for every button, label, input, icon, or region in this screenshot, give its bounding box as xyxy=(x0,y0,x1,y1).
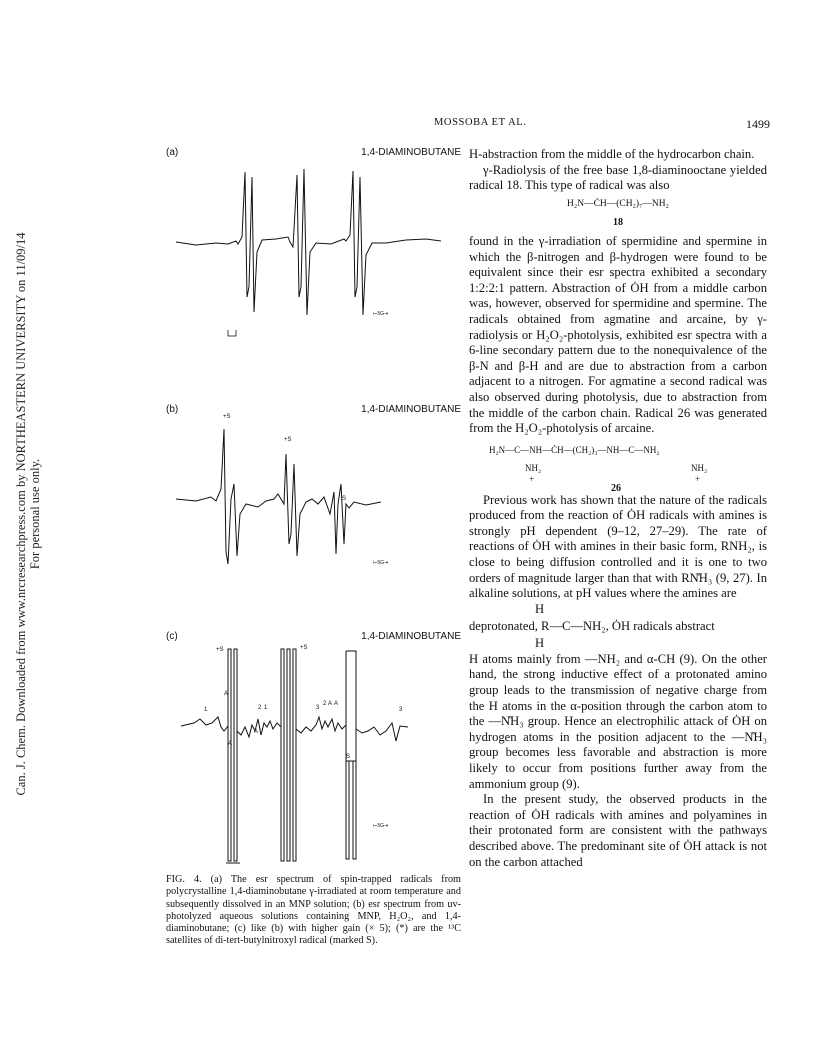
paragraph: γ-Radiolysis of the free base 1,8-diaminooctane yielded radical 18. This type of radical was also xyxy=(469,162,767,193)
spectrum-marker: A xyxy=(224,691,229,697)
structure-line: deprotonated, R—C—NH₂, ȮH radicals abstract xyxy=(469,618,715,633)
spectrum-marker: +S xyxy=(300,645,308,651)
running-head: MOSSOBA ET AL. xyxy=(434,117,527,128)
download-notice-line1: Can. J. Chem. Downloaded from www.nrcresearchpress.com by NORTHEASTERN UNIVERSITY on 11/09/14 xyxy=(14,232,28,796)
spectrum-marker: +S xyxy=(216,647,224,653)
plus-sign-right: + xyxy=(695,473,701,484)
structure-h-bottom: H xyxy=(535,635,545,650)
chem-formula-18: H₂N—ĊH—(CH₂)₇—NH₂ xyxy=(567,198,669,209)
spectrum-marker: A xyxy=(228,741,233,747)
scale-bar: ⊢5G⇥ xyxy=(373,823,389,829)
download-notice xyxy=(8,200,48,820)
esr-spectrum-c xyxy=(166,631,461,871)
scale-bar: ⊢5G⇥ xyxy=(373,560,389,566)
spectrum-marker: 3 xyxy=(316,705,320,711)
compound-number-18: 18 xyxy=(613,217,623,229)
deprotonated-structure xyxy=(469,602,767,652)
panel-label: (b) xyxy=(166,404,179,415)
panel-label: (a) xyxy=(166,147,179,158)
amidine-nh2-left: NH₂ xyxy=(525,462,542,473)
paragraph: found in the γ-irradiation of spermidine and spermine in which the β-nitrogen and β-hydrogen were found to be equivalent since their esr spectra exhibited a secondary 1:2:2:1 pattern. Abstraction of ȮH from a middle carbon was, however, observed for spermidine and spermine. The radicals obtained from agmatine and arcaine, by γ-radiolysis or H₂O₂-photolysis, exhibited esr spectra with a 6-line secondary pattern due to the nonequivalence of the β-N and β-H and are due to abstraction from a carbon adjacent to a nitrogen. For agmatine a second radical was also observed during photolysis, due to abstraction from the middle of the carbon chain. Radical 26 was generated from the H₂O₂-photolysis of arcaine. xyxy=(469,233,767,436)
esr-spectrum-a xyxy=(166,147,461,347)
paragraph: H atoms mainly from —NH₂ and α-CH (9). On the other hand, the strong inductive effect of a protonated amino group leads to the transmission of negative charge from the H atoms in the α-position through the carbon atom to the —N̊H₃ group. Hence an electrophilic attack of ȮH on hydrogen atoms in the position adjacent to the —N̊H₃ group becomes less favorable and abstraction is more likely to occur from positions further away from the ammonium group (9). xyxy=(469,651,767,791)
page-number: 1499 xyxy=(746,117,770,131)
spectrum-marker: 1 xyxy=(204,707,208,713)
chem-formula-26: H₂N—C—NH—ĊH—(CH₂)₃—NH—C—NH₂ xyxy=(489,444,660,455)
spectrum-marker: 2 xyxy=(258,705,262,711)
scale-bar: ⊢5G⇥ xyxy=(373,311,389,317)
figure-panel-b xyxy=(166,404,461,574)
body-column xyxy=(469,147,767,870)
amidine-nh2-right: NH₂ xyxy=(691,462,708,473)
panel-label: (c) xyxy=(166,631,178,642)
spectrum-marker: A xyxy=(334,701,339,707)
spectrum-marker: +S xyxy=(223,414,231,420)
spectrum-marker: A xyxy=(254,729,259,735)
figure-caption: FIG. 4. (a) The esr spectrum of spin-trapped radicals from polycrystalline 1,4-diaminobutane γ-irradiated at room temperature and subsequently dissolved in an MNP solution; (b) esr spectrum from uv-photolyzed aqueous solutions containing MNP, H₂O₂, and 1,4-diaminobutane; (c) like (b) with higher gain (× 5); (*) are the ¹³C satellites of di-tert-butylnitroxyl radical (marked S). xyxy=(166,874,461,947)
plus-sign-left: + xyxy=(529,473,535,484)
spectrum-marker: 2 xyxy=(323,701,327,707)
paragraph: Previous work has shown that the nature of the radicals produced from the reaction of ȮH radicals with amines is strongly pH dependent (9–12, 27–29). The rate of reactions of ȮH with amines in their basic form, RNH₂, is close to being diffusion controlled and it is one to two orders of magnitude larger than that with RN̊H₃ (9, 27). In alkaline solutions, at pH values where the amines are xyxy=(469,492,767,601)
paragraph: In the present study, the observed products in the reaction of ȮH radicals with amines and polyamines in their protonated form are consistent with the pathways described above. The predominant site of ȮH attack is not on the carbon attached xyxy=(469,792,767,869)
spectrum-marker: 3 xyxy=(399,707,403,713)
chem-structure-26 xyxy=(469,437,767,493)
paragraph: H-abstraction from the middle of the hydrocarbon chain. xyxy=(469,147,755,161)
spectrum-marker: +S xyxy=(284,437,292,443)
spectrum-marker: A xyxy=(328,701,333,707)
esr-spectrum-b xyxy=(166,404,461,574)
panel-title: 1,4-DIAMINOBUTANE xyxy=(361,631,461,642)
panel-title: 1,4-DIAMINOBUTANE xyxy=(361,404,461,415)
spectrum-marker: S xyxy=(346,754,351,760)
structure-h-top: H xyxy=(535,601,545,616)
panel-title: 1,4-DIAMINOBUTANE xyxy=(361,147,461,158)
page-header xyxy=(150,117,770,135)
figure-panel-c xyxy=(166,631,461,871)
compound-number-26: 26 xyxy=(611,482,621,494)
spectrum-marker: S xyxy=(342,496,347,502)
download-notice-line2: For personal use only. xyxy=(28,458,42,570)
spectrum-marker: 1 xyxy=(264,705,268,711)
figure-panel-a xyxy=(166,147,461,347)
